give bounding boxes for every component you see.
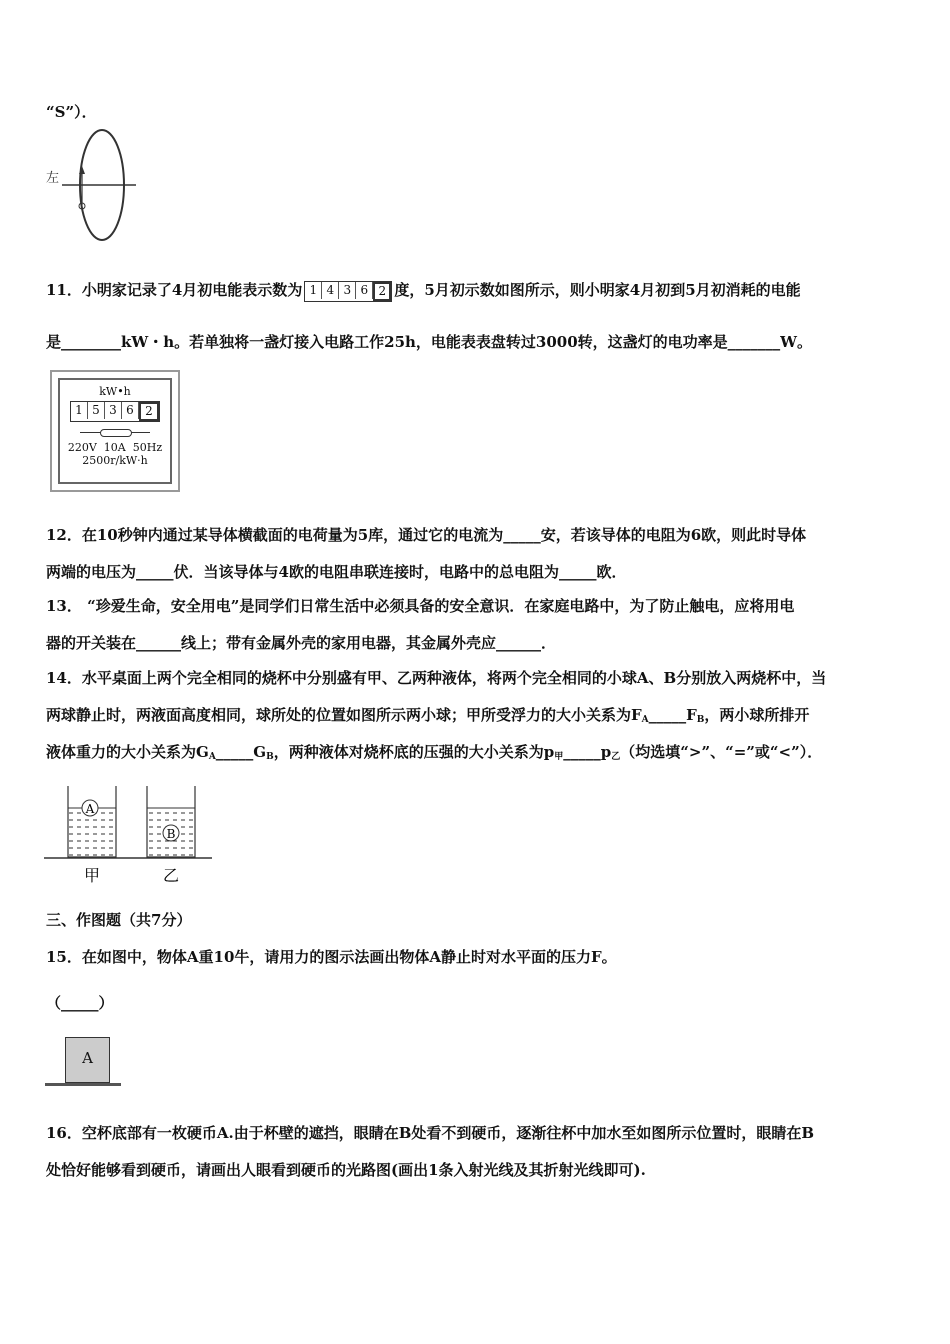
april-meter-reading (304, 281, 392, 302)
q15-answer-blank: （_____） (46, 994, 114, 1012)
q11-line1-b: 度，5月初示数如图所示，则小明家4月初到5月初消耗的电能 (394, 281, 801, 299)
q11-meter-digits-1: 5 (88, 402, 105, 419)
ball-a: A (85, 802, 95, 816)
q14-line2 (46, 705, 809, 730)
q14-sub-a: A (641, 715, 649, 725)
q11-april-digits-2: 3 (339, 282, 356, 299)
left-label: 左 (46, 171, 60, 186)
q16-line1: 16．空杯底部有一枚硬币A.由于杯壁的遮挡，眼睛在B处看不到硬币，逐渐往杯中加水至如图所示位置时，眼睛在B (46, 1124, 815, 1142)
label-yi: 乙 (162, 866, 180, 885)
q14-line2-a: 两球静止时，两液面高度相同，球所处的位置如图所示两小球；甲所受浮力的大小关系为F (46, 706, 642, 724)
q10-tail: “S”）． (46, 103, 97, 121)
q14-sub-b: B (696, 715, 705, 725)
q11-meter-digits-3: 6 (122, 402, 139, 419)
q14-sub-jia: 甲 (554, 752, 564, 762)
q14-sub-yi: 乙 (611, 752, 621, 762)
q14-line3-c: ，两种液体对烧杯底的压强的大小关系为p (273, 743, 555, 761)
q14-line2-b: _____F (648, 706, 697, 724)
q11-april-digits-4: 2 (373, 282, 391, 301)
electric-meter (50, 370, 180, 492)
meter-rotor-icon (80, 429, 150, 437)
label-jia: 甲 (83, 866, 101, 885)
coil-figure (44, 128, 144, 244)
q11-april-digits-1: 4 (322, 282, 339, 299)
beakers-figure (44, 782, 214, 887)
q14-line1: 14．水平桌面上两个完全相同的烧杯中分别盛有甲、乙两种液体，将两个完全相同的小球A、B分别放入两烧杯中，当 (46, 669, 827, 687)
meter-unit: kW•h (99, 385, 131, 398)
q13-line2: 器的开关装在______线上；带有金属外壳的家用电器，其金属外壳应______． (46, 634, 557, 652)
q13-line1: 13． “珍爱生命，安全用电”是同学们日常生活中必须具备的安全意识．在家庭电路中，为了防止触电，应将用电 (46, 597, 795, 615)
q11-line1-a: 11．小明家记录了4月初电能表示数为 (46, 281, 303, 299)
ball-b: B (166, 827, 176, 841)
meter-constant: 2500r/kW·h (82, 454, 148, 467)
ground-surface (45, 1083, 121, 1086)
q11-line1 (46, 280, 801, 302)
q14-line3-e: （均选填“>”、“=”或“<”）． (620, 743, 823, 761)
q11-april-digits-3: 6 (356, 282, 373, 299)
q14-line3-b: _____G (215, 743, 267, 761)
q12-line2: 两端的电压为_____伏．当该导体与4欧的电阻串联连接时，电路中的总电阻为_____欧． (46, 563, 627, 581)
q11-meter-digits-2: 3 (105, 402, 122, 419)
meter-digits (70, 401, 160, 422)
q14-sub-a: A (208, 752, 216, 762)
q14-sub-b: B (266, 752, 274, 762)
q11-april-digits-0: 1 (305, 282, 322, 299)
q14-line3-a: 液体重力的大小关系为G (46, 743, 209, 761)
meter-spec: 220V 10A 50Hz (67, 441, 163, 454)
q14-line3 (46, 742, 822, 767)
q11-meter-digits-4: 2 (139, 402, 159, 421)
q15-line1: 15．在如图中，物体A重10牛，请用力的图示法画出物体A静止时对水平面的压力F。 (46, 948, 617, 966)
q14-line2-c: ，两小球所排开 (704, 706, 810, 724)
q11-line2: 是________kW・h。若单独将一盏灯接入电路工作25h，电能表表盘转过3000转，这盏灯的电功率是_______W。 (46, 333, 813, 351)
q12-line1: 12．在10秒钟内通过某导体横截面的电荷量为5库，通过它的电流为_____安，若该导体的电阻为6欧，则此时导体 (46, 526, 807, 544)
q11-meter-digits-0: 1 (71, 402, 88, 419)
section-heading: 三、作图题（共7分） (46, 911, 192, 929)
q14-line3-d: _____p (563, 743, 612, 761)
q16-line2: 处恰好能够看到硬币，请画出人眼看到硬币的光路图(画出1条入射光线及其折射光线即可). (46, 1161, 646, 1179)
block-a: A (65, 1037, 110, 1083)
